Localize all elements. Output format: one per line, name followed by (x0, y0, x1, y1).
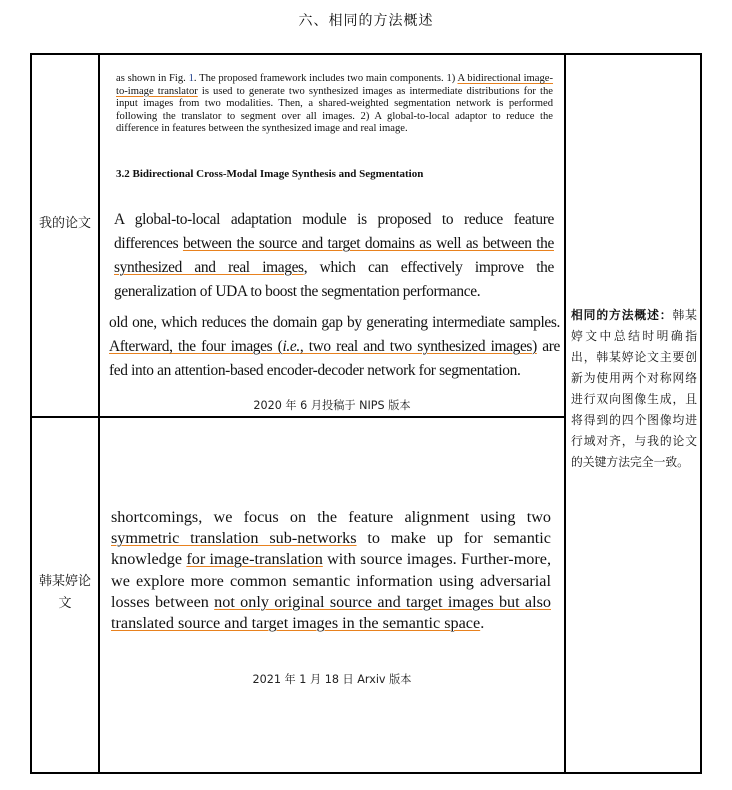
highlight-domains: between the source and target domains as well as between the synthesized and real images (114, 235, 554, 276)
highlight-semantic-space: not only original source and target images but also translated source and target images in the semantic space (111, 592, 551, 633)
highlight-four-images-b: , two real and two synthesized images) (299, 338, 537, 355)
highlight-four-images-a: Afterward, the four images ( (109, 338, 283, 355)
comparison-table (30, 53, 702, 774)
table-border-left (30, 53, 32, 774)
my-paper-paragraph-1: A global-to-local adaptation module is proposed to reduce feature differences between the source and target domains as well as between the synthesized and real images, which can effectively improve the generalization of UDA to boost the segmentation performance. (114, 211, 554, 300)
figure-reference: 1 (188, 73, 194, 84)
han-paper-excerpt: shortcomings, we focus on the feature alignment using two symmetric translation sub-networks to make up for semantic knowledge for image-translation with source images. Further-more, we explore more common semantic information using adversarial losses between not only original source and target images but also translated source and target images in the semantic space. (111, 508, 552, 633)
table-border-top (30, 53, 702, 55)
row-label-my-paper: 我的论文 (38, 216, 91, 231)
my-paper-caption: 2020 年 6 月投稿于 NIPS 版本 (253, 399, 411, 412)
row-divider (30, 416, 565, 418)
highlight-ie: i.e. (282, 338, 300, 355)
row-label-han-paper: 韩某婷论文 (38, 574, 91, 611)
highlight-translator: A bidirectional image-to-image translator (116, 73, 554, 97)
highlight-image-translation: for image-translation (186, 550, 323, 569)
my-paper-excerpt-top: as shown in Fig. 1. The proposed framework includes two main components. 1) A bidirectional image-to-image translator is used to generate two synthesized images as intermediate distributions for the input images from two modalities. Then, a shared-weighted segmentation network is performed following the translator to segment over all images. 2) A global-to-local adaptor to reduce the difference in features between the synthesized image and real image. (116, 73, 554, 134)
summary-text: 韩某婷文中总结时明确指出，韩某婷论文主要创新为使用两个对称网络进行双向图像生成，且将得到的四个图像均进行域对齐，与我的论文的关键方法完全一致。 (571, 308, 697, 469)
highlight-symmetric-subnetworks: symmetric translation sub-networks (111, 529, 357, 548)
table-border-right (700, 53, 702, 774)
method-summary (571, 305, 697, 473)
my-paper-paragraph-2: old one, which reduces the domain gap by generating intermediate samples. Afterward, the four images (i.e., two real and two synthesized images) are fed into an attention-based encoder-decoder network for segmentation. (109, 314, 560, 379)
section-title: 六、相同的方法概述 (298, 13, 434, 29)
table-border-bottom (30, 772, 702, 774)
column-divider-summary (564, 53, 566, 774)
han-paper-caption: 2021 年 1 月 18 日 Arxiv 版本 (252, 673, 412, 686)
my-paper-section-heading: 3.2 Bidirectional Cross-Modal Image Synthesis and Segmentation (116, 168, 424, 180)
summary-lead: 相同的方法概述： (571, 308, 673, 322)
column-divider-label (98, 53, 100, 774)
